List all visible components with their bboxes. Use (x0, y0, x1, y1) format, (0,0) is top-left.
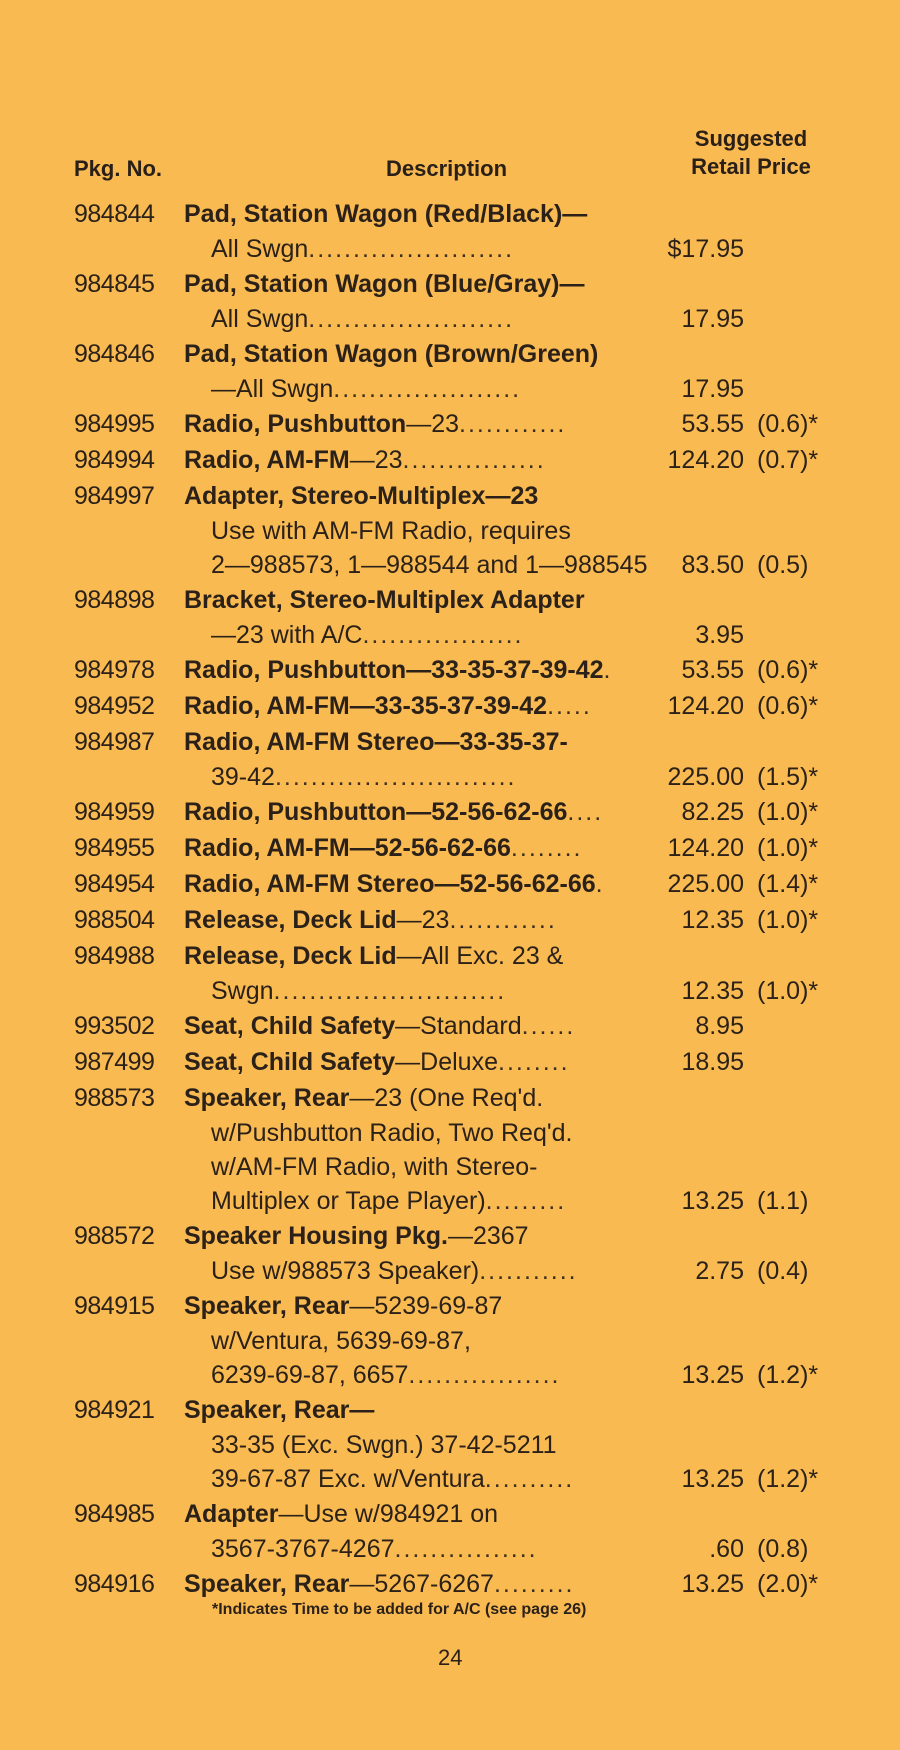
item-title: Speaker, Rear— (184, 1396, 375, 1424)
description (211, 1150, 654, 1184)
item-detail: —2367 (447, 1222, 529, 1250)
header-retail-price (670, 125, 832, 181)
table-row (0, 902, 900, 938)
pkg-number: 984988 (74, 942, 155, 970)
description (211, 974, 654, 1008)
description (184, 196, 654, 232)
item-title: Speaker Housing Pkg. (184, 1222, 448, 1250)
item-title: Pad, Station Wagon (Blue/Gray)— (184, 270, 585, 298)
dot-leader: . (603, 656, 613, 684)
description (211, 1184, 654, 1218)
item-detail: Swgn (211, 977, 274, 1005)
description (184, 266, 654, 302)
table-row (0, 266, 900, 336)
row-line (0, 866, 900, 902)
description (184, 1218, 654, 1254)
description (211, 1116, 654, 1150)
pkg-number: 984844 (74, 200, 155, 228)
install-time: (1.0)* (757, 798, 819, 826)
dot-leader: ................ (402, 446, 546, 474)
item-title: Radio, Pushbutton—33-35-37-39-42 (184, 656, 604, 684)
dot-leader: ........ (510, 834, 583, 862)
table-row (0, 938, 900, 1008)
page-number: 24 (438, 1645, 463, 1670)
pkg-number: 988573 (74, 1084, 155, 1112)
pkg-number: 984898 (74, 586, 155, 614)
dot-leader: ..................... (333, 375, 522, 403)
item-detail: —Deluxe (395, 1048, 498, 1076)
description (184, 336, 654, 372)
item-detail: w/Ventura, 5639-69-87, (211, 1327, 471, 1355)
item-detail: —All Swgn (211, 375, 334, 403)
item-detail: —Use w/984921 on (278, 1500, 499, 1528)
item-detail: 6239-69-87, 6657 (211, 1361, 409, 1389)
item-detail: All Swgn (211, 305, 309, 333)
description (184, 1008, 654, 1044)
header-price-line2: Retail Price (691, 154, 811, 179)
description (211, 1358, 654, 1392)
row-line (0, 1392, 900, 1428)
description (211, 548, 654, 582)
description (184, 938, 654, 974)
install-time: (0.8) (757, 1535, 809, 1563)
row-line (0, 336, 900, 372)
pkg-number: 984978 (74, 656, 155, 684)
install-time: (1.2)* (757, 1465, 819, 1493)
install-time: (1.5)* (757, 763, 819, 791)
table-row (0, 336, 900, 406)
table-row (0, 1044, 900, 1080)
install-time: (1.0)* (757, 834, 819, 862)
row-line (0, 232, 900, 266)
description (184, 406, 654, 442)
item-title: Radio, AM-FM Stereo—33-35-37- (184, 728, 568, 756)
item-detail: —Standard (395, 1012, 522, 1040)
description (211, 618, 654, 652)
table-row (0, 1496, 900, 1566)
install-time: (0.6)* (757, 656, 819, 684)
retail-price: 53.55 (681, 656, 744, 684)
pkg-number: 984846 (74, 340, 155, 368)
pkg-number: 984955 (74, 834, 155, 862)
item-title: Release, Deck Lid (184, 906, 397, 934)
retail-price: 124.20 (667, 834, 744, 862)
description (211, 1254, 654, 1288)
install-time: (1.0)* (757, 977, 819, 1005)
install-time: (0.7)* (757, 446, 819, 474)
description (211, 1324, 654, 1358)
item-title: Release, Deck Lid (184, 942, 397, 970)
row-line (0, 1532, 900, 1566)
retail-price: .60 (709, 1535, 744, 1563)
pkg-number: 984995 (74, 410, 155, 438)
description (211, 372, 654, 406)
item-title: Radio, Pushbutton (184, 410, 407, 438)
pkg-number: 984845 (74, 270, 155, 298)
install-time: (2.0)* (757, 1570, 819, 1598)
item-detail: w/AM-FM Radio, with Stereo- (211, 1153, 538, 1181)
description (211, 514, 654, 548)
dot-leader: ............ (459, 410, 567, 438)
item-title: Speaker, Rear (184, 1084, 350, 1112)
description (211, 1462, 654, 1496)
pkg-number: 984994 (74, 446, 155, 474)
retail-price: $17.95 (667, 235, 744, 263)
item-title: Adapter (184, 1500, 279, 1528)
pkg-number: 984985 (74, 1500, 155, 1528)
item-title: Radio, AM-FM Stereo—52-56-62-66 (184, 870, 596, 898)
table-row (0, 196, 900, 266)
row-line (0, 1150, 900, 1184)
parts-table (0, 196, 900, 1602)
retail-price: 225.00 (667, 763, 744, 791)
item-title: Speaker, Rear (184, 1570, 350, 1598)
header-description: Description (386, 156, 508, 181)
row-line (0, 1496, 900, 1532)
item-detail: —All Exc. 23 & (396, 942, 564, 970)
row-line (0, 830, 900, 866)
item-title: Adapter, Stereo-Multiplex—23 (184, 482, 539, 510)
row-line (0, 1324, 900, 1358)
pkg-number: 984997 (74, 482, 155, 510)
row-line (0, 794, 900, 830)
table-row (0, 1218, 900, 1288)
item-title: Bracket, Stereo-Multiplex Adapter (184, 586, 585, 614)
description (211, 760, 654, 794)
row-line (0, 582, 900, 618)
description (184, 724, 654, 760)
table-row (0, 652, 900, 688)
retail-price: 2.75 (695, 1257, 744, 1285)
item-title: Radio, Pushbutton—52-56-62-66 (184, 798, 568, 826)
table-row (0, 1392, 900, 1496)
row-line (0, 1008, 900, 1044)
description (184, 830, 654, 866)
pkg-number: 993502 (74, 1012, 155, 1040)
dot-leader: ........... (479, 1257, 578, 1285)
description (184, 1392, 654, 1428)
item-detail: w/Pushbutton Radio, Two Req'd. (211, 1119, 573, 1147)
item-detail: —23 with A/C (211, 621, 363, 649)
retail-price: 18.95 (681, 1048, 744, 1076)
install-time: (0.6)* (757, 692, 819, 720)
table-row (0, 442, 900, 478)
row-line (0, 1428, 900, 1462)
description (184, 1288, 654, 1324)
item-title: Seat, Child Safety (184, 1012, 396, 1040)
description (184, 794, 654, 830)
row-line (0, 372, 900, 406)
footnote: *Indicates Time to be added for A/C (see page 26) (212, 1601, 587, 1618)
row-line (0, 548, 900, 582)
retail-price: 225.00 (667, 870, 744, 898)
item-detail: 33-35 (Exc. Swgn.) 37-42-5211 (211, 1431, 557, 1459)
item-detail: Use w/988573 Speaker) (211, 1257, 480, 1285)
retail-price: 17.95 (681, 305, 744, 333)
row-line (0, 442, 900, 478)
item-title: Radio, AM-FM—33-35-37-39-42 (184, 692, 548, 720)
row-line (0, 1080, 900, 1116)
row-line (0, 688, 900, 724)
table-row (0, 688, 900, 724)
header-pkg-no: Pkg. No. (74, 156, 163, 181)
item-detail: —23 (349, 446, 403, 474)
pkg-number: 984921 (74, 1396, 155, 1424)
retail-price: 13.25 (681, 1465, 744, 1493)
dot-leader: ......... (485, 1187, 567, 1215)
item-detail: All Swgn (211, 235, 309, 263)
row-line (0, 1218, 900, 1254)
install-time: (0.6)* (757, 410, 819, 438)
item-detail: —23 (396, 906, 450, 934)
description (184, 688, 654, 724)
table-row (0, 406, 900, 442)
item-title: Speaker, Rear (184, 1292, 350, 1320)
item-title: Pad, Station Wagon (Brown/Green) (184, 340, 599, 368)
item-detail: Use with AM-FM Radio, requires (211, 517, 571, 545)
description (184, 1566, 654, 1602)
description (211, 232, 654, 266)
row-line (0, 618, 900, 652)
pkg-number: 984954 (74, 870, 155, 898)
item-detail: —5267-6267 (349, 1570, 494, 1598)
dot-leader: .......... (484, 1465, 575, 1493)
item-detail: —23 (406, 410, 460, 438)
row-line (0, 478, 900, 514)
table-row (0, 794, 900, 830)
row-line (0, 1184, 900, 1218)
dot-leader: ........ (498, 1048, 570, 1076)
table-row (0, 1008, 900, 1044)
dot-leader: ...... (521, 1012, 576, 1040)
pkg-number: 984916 (74, 1570, 155, 1598)
retail-price: 82.25 (681, 798, 744, 826)
pkg-number: 984915 (74, 1292, 155, 1320)
description (184, 442, 654, 478)
table-row (0, 830, 900, 866)
row-line (0, 514, 900, 548)
retail-price: 53.55 (681, 410, 744, 438)
retail-price: 124.20 (667, 446, 744, 474)
table-row (0, 866, 900, 902)
retail-price: 3.95 (695, 621, 744, 649)
row-line (0, 302, 900, 336)
row-line (0, 1462, 900, 1496)
item-title: Pad, Station Wagon (Red/Black)— (184, 200, 588, 228)
row-line (0, 1254, 900, 1288)
row-line (0, 938, 900, 974)
description (184, 652, 654, 688)
description (184, 902, 654, 938)
header-price-line1: Suggested (694, 126, 808, 151)
item-detail: 2—988573, 1—988544 and 1—988545 (211, 551, 648, 579)
dot-leader: ................. (408, 1361, 561, 1389)
dot-leader: ............ (449, 906, 557, 934)
pkg-number: 988504 (74, 906, 155, 934)
table-row (0, 478, 900, 582)
pkg-number: 984959 (74, 798, 155, 826)
install-time: (0.5) (757, 551, 809, 579)
retail-price: 83.50 (681, 551, 744, 579)
table-row (0, 582, 900, 652)
table-row (0, 1080, 900, 1218)
row-line (0, 196, 900, 232)
retail-price: 13.25 (681, 1361, 744, 1389)
item-detail: Multiplex or Tape Player) (211, 1187, 486, 1215)
install-time: (1.2)* (757, 1361, 819, 1389)
item-title: Radio, AM-FM (184, 446, 350, 474)
dot-leader: ....................... (308, 235, 515, 263)
description (184, 1496, 654, 1532)
item-detail: —5239-69-87 (349, 1292, 503, 1320)
item-title: Radio, AM-FM—52-56-62-66 (184, 834, 511, 862)
item-detail: 39-42 (211, 763, 275, 791)
row-line (0, 974, 900, 1008)
install-time: (0.4) (757, 1257, 809, 1285)
table-row (0, 1288, 900, 1392)
dot-leader: ......... (493, 1570, 575, 1598)
item-detail: 39-67-87 Exc. w/Ventura (211, 1465, 485, 1493)
description (211, 302, 654, 336)
retail-price: 13.25 (681, 1187, 744, 1215)
row-line (0, 1288, 900, 1324)
row-line (0, 1116, 900, 1150)
row-line (0, 1044, 900, 1080)
dot-leader: .... (567, 798, 604, 826)
table-row (0, 724, 900, 794)
row-line (0, 902, 900, 938)
row-line (0, 760, 900, 794)
item-title: Seat, Child Safety (184, 1048, 396, 1076)
table-row (0, 1566, 900, 1602)
row-line (0, 266, 900, 302)
dot-leader: . (595, 870, 605, 898)
description (184, 1044, 654, 1080)
pkg-number: 988572 (74, 1222, 155, 1250)
description (184, 866, 654, 902)
row-line (0, 652, 900, 688)
retail-price: 8.95 (695, 1012, 744, 1040)
dot-leader: ....................... (308, 305, 515, 333)
description (184, 582, 654, 618)
retail-price: 12.35 (681, 977, 744, 1005)
install-time: (1.4)* (757, 870, 819, 898)
description (184, 478, 654, 514)
install-time: (1.1) (757, 1187, 809, 1215)
row-line (0, 724, 900, 760)
retail-price: 17.95 (681, 375, 744, 403)
dot-leader: ................ (394, 1535, 538, 1563)
pkg-number: 987499 (74, 1048, 155, 1076)
dot-leader: ........................... (274, 763, 517, 791)
row-line (0, 1358, 900, 1392)
dot-leader: .......................... (273, 977, 507, 1005)
item-detail: —23 (One Req'd. (349, 1084, 544, 1112)
row-line (0, 1566, 900, 1602)
description (211, 1428, 654, 1462)
description (211, 1532, 654, 1566)
retail-price: 12.35 (681, 906, 744, 934)
dot-leader: .................. (362, 621, 524, 649)
dot-leader: ..... (547, 692, 592, 720)
retail-price: 124.20 (667, 692, 744, 720)
install-time: (1.0)* (757, 906, 819, 934)
description (184, 1080, 654, 1116)
pkg-number: 984987 (74, 728, 155, 756)
retail-price: 13.25 (681, 1570, 744, 1598)
pkg-number: 984952 (74, 692, 155, 720)
item-detail: 3567-3767-4267 (211, 1535, 395, 1563)
row-line (0, 406, 900, 442)
